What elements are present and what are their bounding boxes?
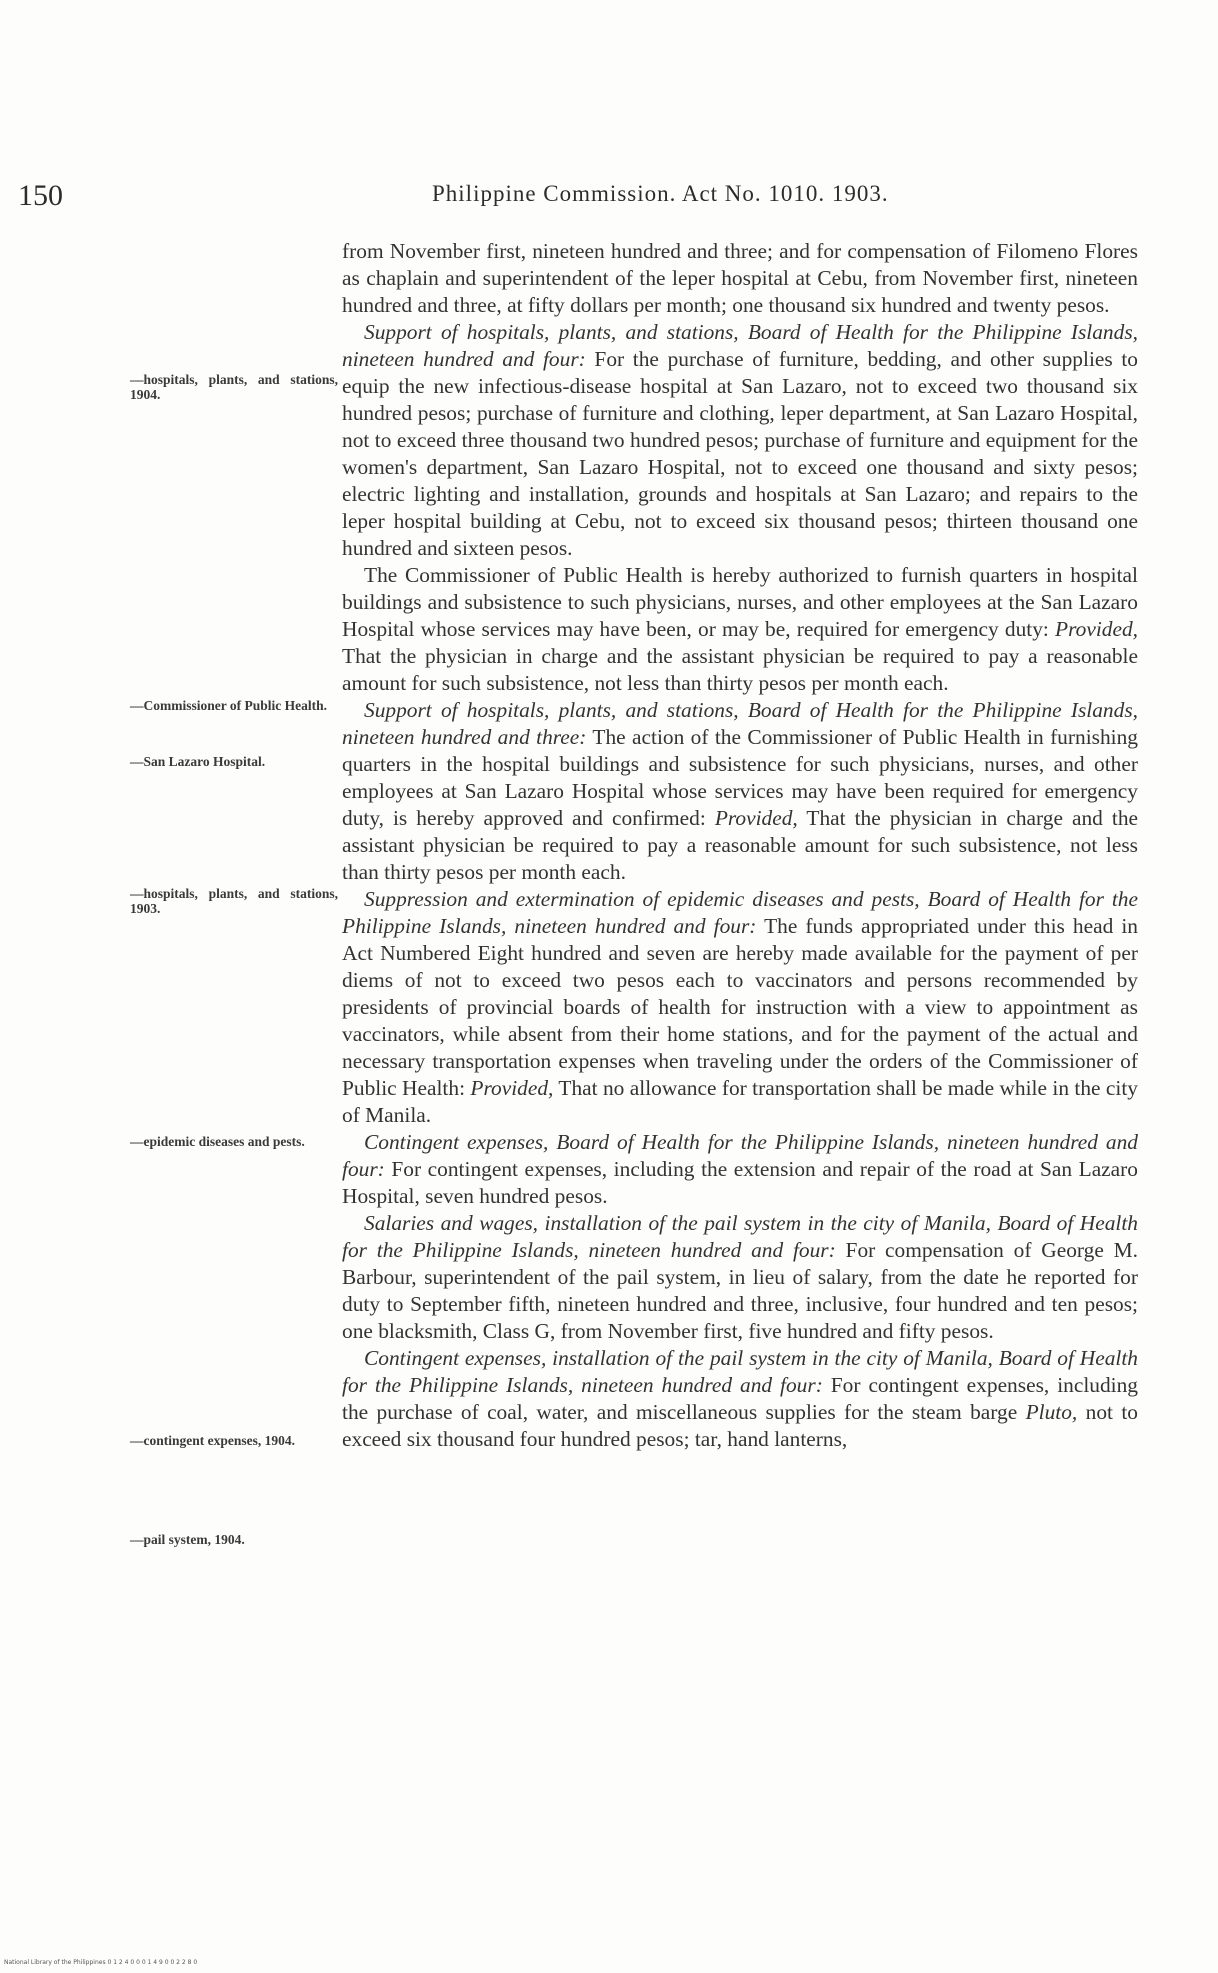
- margin-note: —Commissioner of Public Health.: [130, 698, 327, 713]
- paragraph: [342, 1345, 1138, 1453]
- paragraph-text: from November first, nineteen hundred and three; and for compensation of Filomeno Flores as chaplain and superintendent of the leper hospital at Cebu, from November first, nineteen hundred and three, at fifty dollars per month; one thousand six hundred and twenty pesos.: [342, 239, 1138, 317]
- margin-note: —pail system, 1904.: [130, 1532, 245, 1547]
- paragraph-heading: Contingent expenses, installation of the pail system in the city of Manila, Board of Health for the Philippine Islands, nineteen hundred and four:: [342, 1346, 1138, 1397]
- paragraph-text: The Commissioner of Public Health is hereby authorized to furnish quarters in hospital buildings and subsistence to such physicians, nurses, and other employees at the San Lazaro Hospital whose services may have been, or may be, required for emergency duty:: [342, 563, 1138, 641]
- margin-note: —San Lazaro Hospital.: [130, 754, 266, 769]
- paragraph-text: For contingent expenses, including the extension and repair of the road at San Lazaro Hospital, seven hundred pesos.: [342, 1157, 1138, 1208]
- proviso-word: Provided,: [1055, 617, 1138, 641]
- paragraph-text: That no allowance for transportation shall be made while in the city of Manila.: [342, 1076, 1139, 1127]
- paragraph-text: The action of the Commissioner of Public Health in furnishing quarters in the hospital buildings and subsistence for such physicians, nurses, and other employees at San Lazaro Hospital whose services may have been required for emergency duty, is hereby approved and confirmed:: [342, 725, 1138, 830]
- paragraph: [342, 1129, 1138, 1210]
- paragraph: [342, 319, 1138, 562]
- paragraph: [342, 238, 1138, 319]
- page-header: [0, 175, 1218, 215]
- paragraph-heading: Contingent expenses, Board of Health for the Philippine Islands, nineteen hundred and four:: [342, 1130, 1138, 1181]
- paragraph-heading: Suppression and extermination of epidemic diseases and pests, Board of Health for the Philippine Islands, nineteen hundred and four:: [342, 887, 1138, 938]
- paragraph-heading: Support of hospitals, plants, and stations, Board of Health for the Philippine Islands, nineteen hundred and three:: [342, 698, 1138, 749]
- paragraph-text: For contingent expenses, including the purchase of coal, water, and miscellaneous supplies for the steam barge: [342, 1373, 1138, 1424]
- paragraph-text: not to exceed six thousand four hundred pesos; tar, hand lanterns,: [342, 1400, 1138, 1451]
- proviso-word: Provided,: [714, 806, 798, 830]
- body-text: [342, 238, 1138, 1453]
- paragraph: [342, 886, 1138, 1129]
- margin-note: —hospitals, plants, and stations, 1903.: [130, 886, 338, 916]
- paragraph-text: For the purchase of furniture, bedding, and other supplies to equip the new infectious-disease hospital at San Lazaro, not to exceed two thousand six hundred pesos; purchase of furniture and clothing, leper department, at San Lazaro Hospital, not to exceed three thousand two hundred pesos; purchase of furniture and equipment for the women's department, San Lazaro Hospital, not to exceed one thousand and sixty pesos; electric lighting and installation, grounds and hospitals at San Lazaro; and repairs to the leper hospital building at Cebu, not to exceed six thousand pesos; thirteen thousand one hundred and sixteen pesos.: [342, 347, 1138, 560]
- margin-note: —epidemic diseases and pests.: [130, 1134, 305, 1149]
- proviso-word: Provided,: [470, 1076, 554, 1100]
- paragraph: [342, 1210, 1138, 1345]
- page-number: 150: [18, 179, 63, 212]
- margin-note: —contingent expenses, 1904.: [130, 1433, 295, 1448]
- paragraph-text: That the physician in charge and the assistant physician be required to pay a reasonable amount for such subsistence, not less than thirty pesos per month each.: [342, 806, 1139, 884]
- scan-footer: National Library of the Philippines 0 1 2 4 0 0 0 1 4 9 0 0 2 2 8 0: [4, 1959, 198, 1966]
- running-head: Philippine Commission. Act No. 1010. 1903.: [432, 181, 889, 206]
- paragraph: [342, 562, 1138, 697]
- paragraph: [342, 697, 1138, 886]
- paragraph-text: The funds appropriated under this head in Act Numbered Eight hundred and seven are hereby made available for the payment of per diems of not to exceed two pesos each to vaccinators and persons recommended by presidents of provincial boards of health for instruction with a view to appointment as vaccinators, while absent from their home stations, and for the payment of the actual and necessary transportation expenses when traveling under the orders of the Commissioner of Public Health:: [342, 914, 1138, 1100]
- paragraph-text: That the physician in charge and the assistant physician be required to pay a reasonable amount for such subsistence, not less than thirty pesos per month each.: [342, 644, 1138, 695]
- paragraph-text: For compensation of George M. Barbour, superintendent of the pail system, in lieu of salary, from the date he reported for duty to September fifth, nineteen hundred and three, inclusive, four hundred and ten pesos; one blacksmith, Class G, from November first, five hundred and fifty pesos.: [342, 1238, 1138, 1343]
- paragraph-heading: Salaries and wages, installation of the pail system in the city of Manila, Board of Health for the Philippine Islands, nineteen hundred and four:: [342, 1211, 1138, 1262]
- paragraph-heading: Support of hospitals, plants, and stations, Board of Health for the Philippine Islands, nineteen hundred and four:: [342, 320, 1138, 371]
- vessel-name: Pluto,: [1025, 1400, 1078, 1424]
- margin-note: —hospitals, plants, and stations, 1904.: [130, 372, 338, 402]
